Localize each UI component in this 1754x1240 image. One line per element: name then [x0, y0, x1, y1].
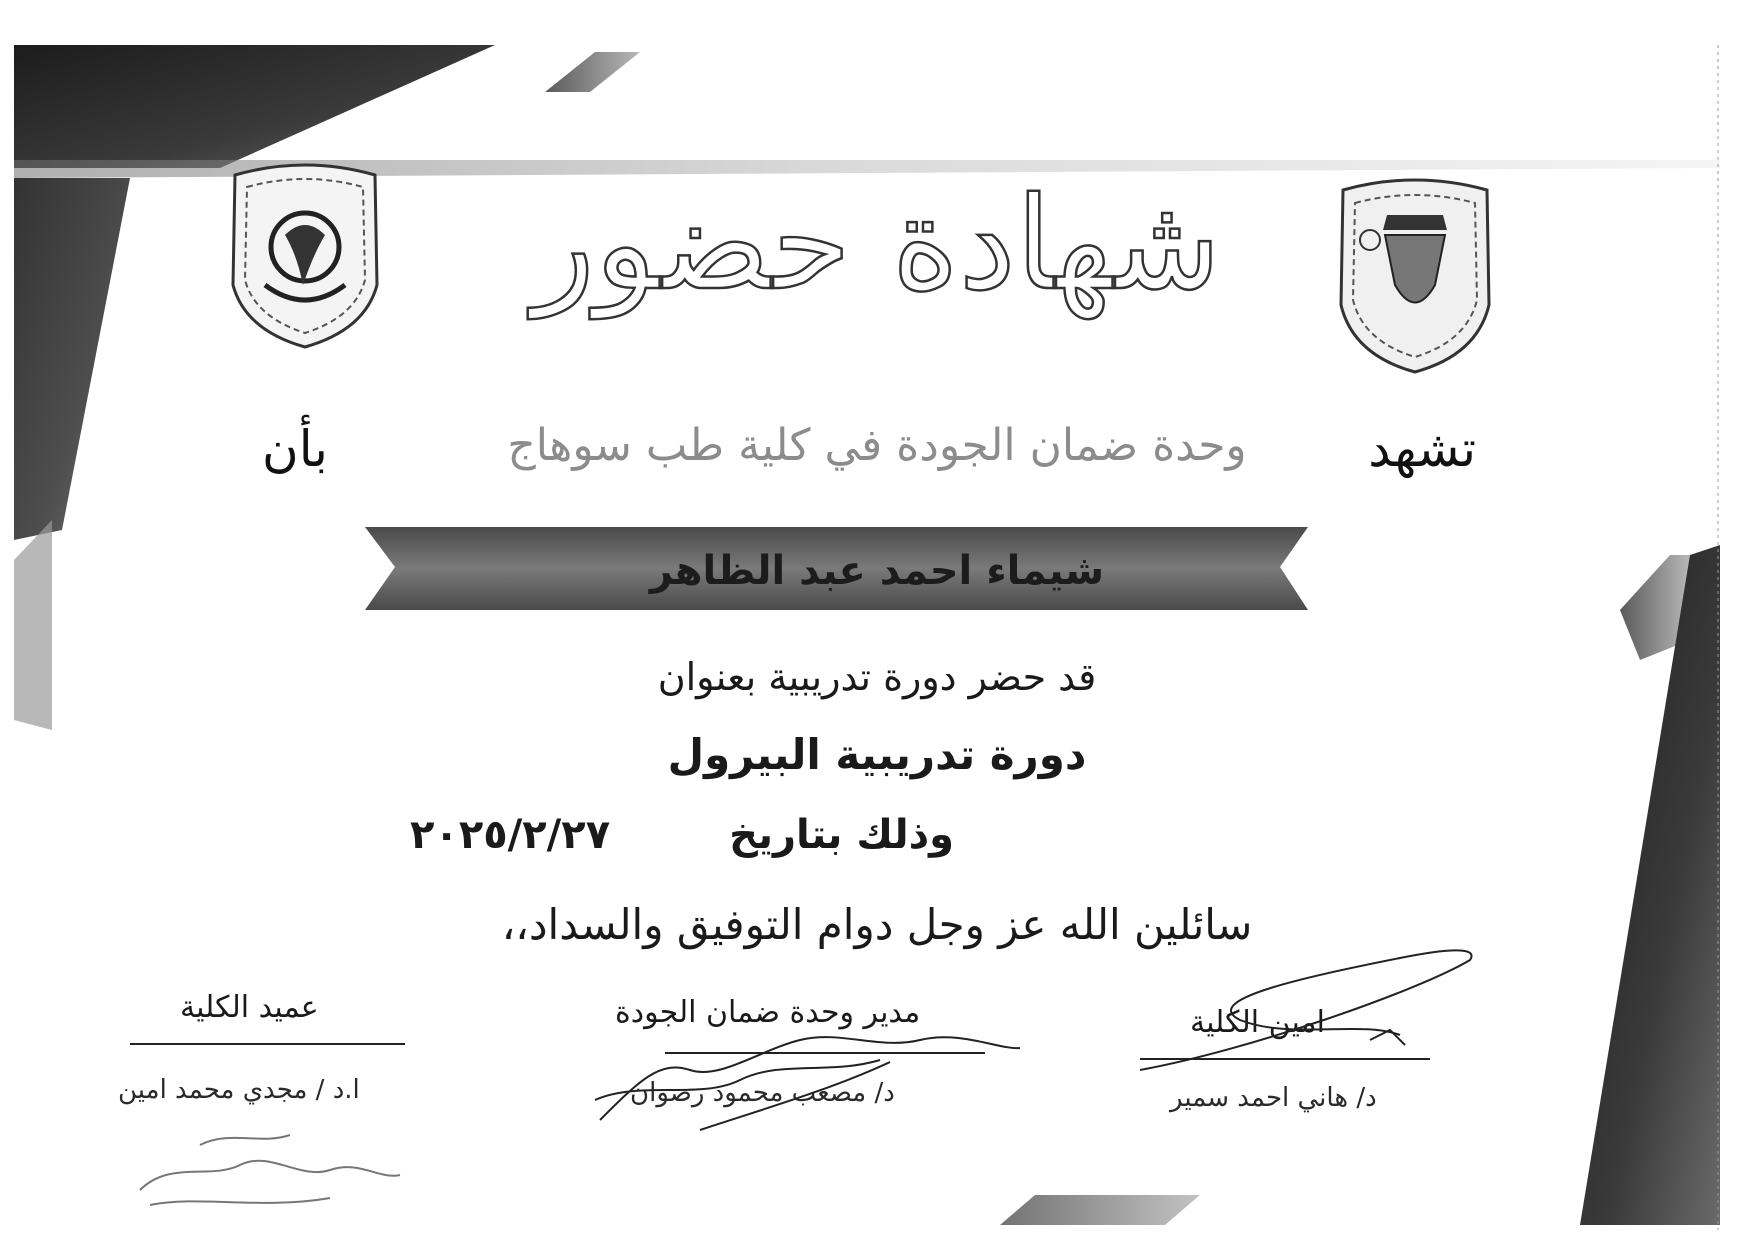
quality-director-signature — [600, 1037, 1020, 1120]
that-word: بأن — [262, 420, 328, 478]
dean-stamp — [140, 1135, 400, 1205]
date-value: ٢٠٢٥/٢/٢٧ — [410, 812, 611, 858]
certificate-title: شهادة حضور — [532, 170, 1222, 319]
dean-title: عميد الكلية — [180, 990, 319, 1025]
quality-director-title: مدير وحدة ضمان الجودة — [615, 995, 921, 1030]
secretary-title: امين الكلية — [1190, 1005, 1325, 1040]
secretary-name: د/ هاني احمد سمير — [1170, 1083, 1377, 1113]
quality-director-name: د/ مصعب محمود رضوان — [630, 1078, 895, 1108]
recipient-name: شيماء احمد عبد الظاهر — [649, 548, 1105, 594]
date-label: وذلك بتاريخ — [729, 812, 954, 858]
dean-name: ا.د / مجدي محمد امين — [118, 1075, 360, 1105]
issuer-text: وحدة ضمان الجودة في كلية طب سوهاج — [507, 420, 1247, 471]
closing-text: سائلين الله عز وجل دوام التوفيق والسداد،، — [501, 900, 1253, 949]
secretary-signature — [1140, 950, 1472, 1070]
witness-word: تشهد — [1368, 420, 1476, 478]
attended-line: قد حضر دورة تدريبية بعنوان — [657, 655, 1097, 699]
course-title: دورة تدريبية البيرول — [667, 730, 1087, 779]
